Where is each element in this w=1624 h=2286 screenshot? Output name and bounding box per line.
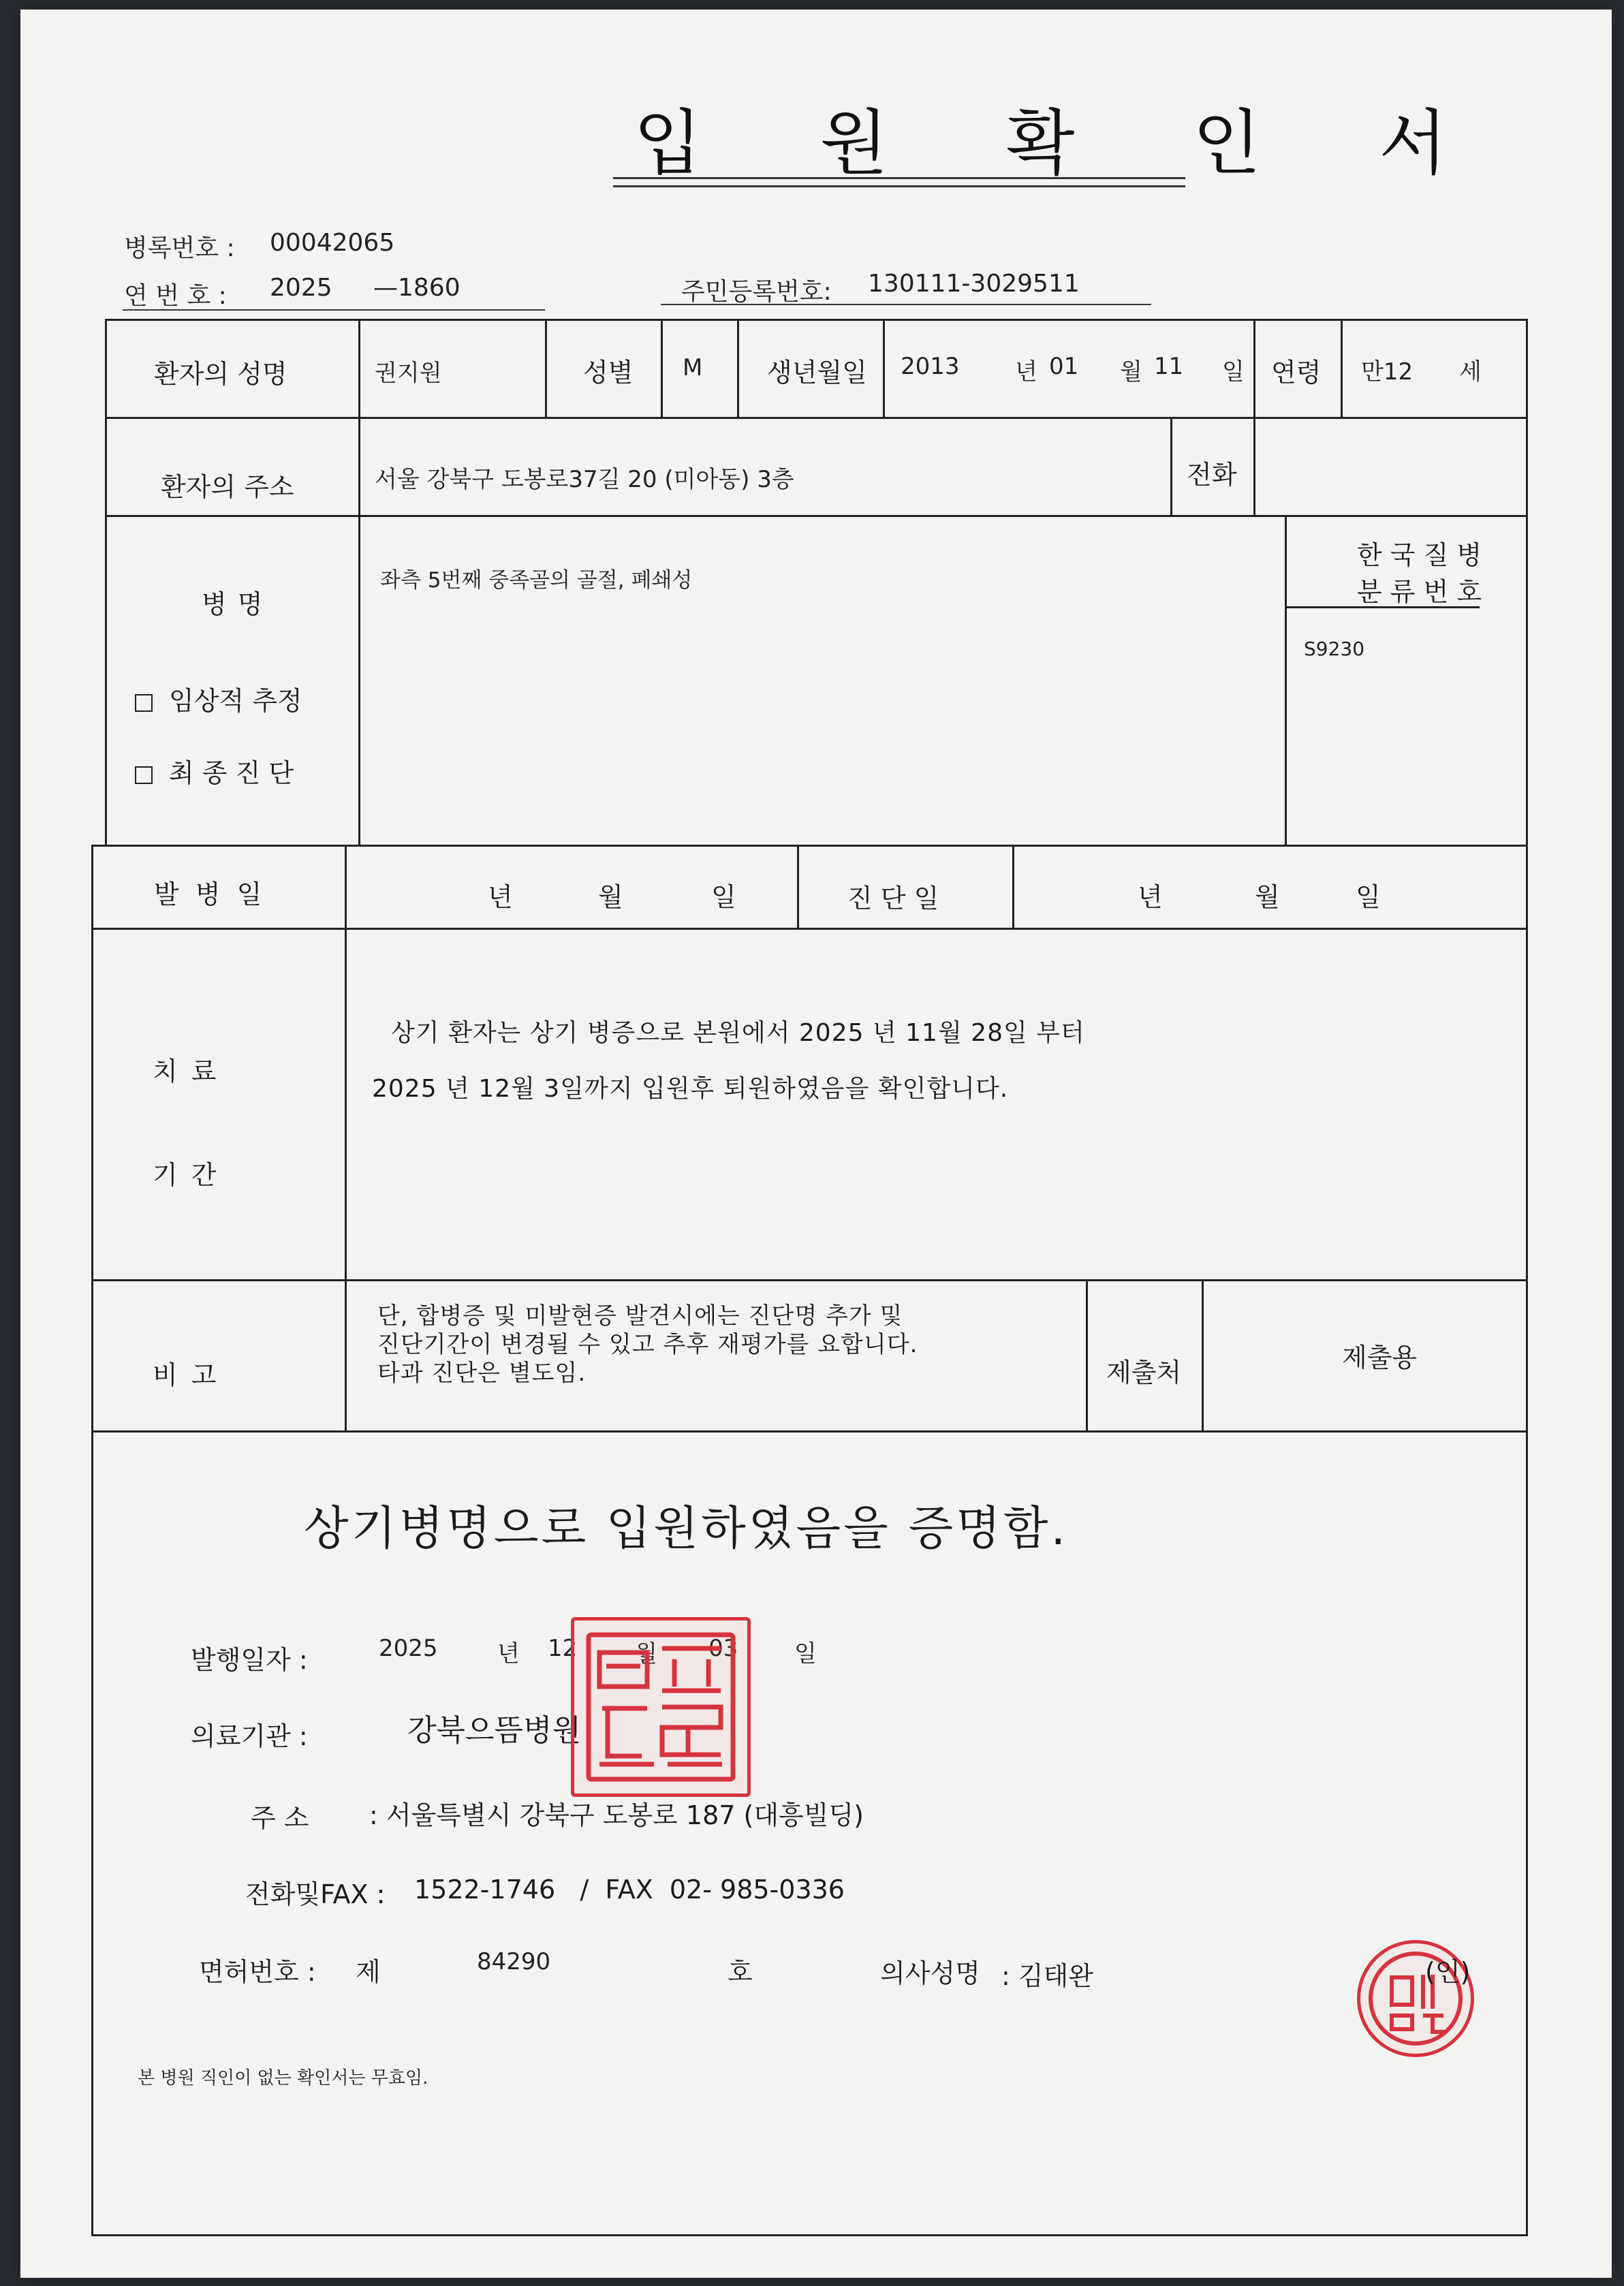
onset-month-unit: 월 — [598, 882, 623, 912]
sex-label: 성별 — [583, 358, 634, 388]
diagnosis-text: 좌측 5번째 중족골의 골절, 폐쇄성 — [380, 568, 693, 593]
onset-day-unit: 일 — [711, 882, 736, 912]
clinical-estimate-checkbox[interactable] — [135, 694, 153, 712]
phone-fax-label: 전화및FAX : — [245, 1879, 386, 1909]
serial-label: 연 번 호 : — [124, 282, 227, 310]
institution-name: 강북으뜸병원 — [407, 1713, 582, 1748]
col-line — [1253, 319, 1255, 417]
birth-year-unit: 년 — [1015, 358, 1037, 386]
issue-date-label: 발행일자 : — [191, 1645, 308, 1675]
license-label: 면허번호 : — [199, 1957, 316, 1987]
col-line — [883, 319, 885, 417]
diagnosis-label: 병 명 — [202, 589, 264, 619]
col-line — [1170, 417, 1172, 515]
issue-day-unit: 일 — [794, 1640, 817, 1667]
seal-mark-label: (인) — [1425, 1957, 1471, 1987]
col-line — [545, 319, 547, 417]
table-left-border-lower — [91, 845, 93, 2234]
birth-label: 생년월일 — [767, 358, 867, 388]
diag-month-unit: 월 — [1255, 882, 1280, 912]
birth-year: 2013 — [901, 353, 960, 380]
row-divider-5 — [91, 1279, 1526, 1281]
phone-fax-value: 1522-1746 / FAX 02- 985-0336 — [414, 1875, 845, 1905]
license-prefix: 제 — [356, 1957, 381, 1987]
patient-address: 서울 강북구 도봉로37길 20 (미아동) 3층 — [375, 466, 794, 493]
record-no-label: 병록번호 : — [124, 234, 235, 262]
institution-label: 의료기관 : — [191, 1721, 308, 1751]
birth-day: 11 — [1154, 353, 1184, 380]
birth-month-unit: 월 — [1120, 358, 1142, 386]
treatment-label-1: 치 료 — [153, 1056, 219, 1086]
remarks-line-3: 타과 진단은 별도임. — [377, 1360, 587, 1387]
col-line — [1341, 319, 1343, 417]
row-divider-1 — [105, 417, 1526, 419]
final-diagnosis-label: 최 종 진 단 — [169, 758, 294, 788]
license-number: 84290 — [477, 1948, 551, 1975]
issue-year-unit: 년 — [497, 1640, 520, 1667]
serial-year: 2025 — [270, 274, 332, 302]
final-diagnosis-checkbox[interactable] — [135, 766, 153, 784]
kcd-label-line1: 한 국 질 병 — [1357, 540, 1482, 570]
kcd-code: S9230 — [1304, 638, 1365, 660]
issue-day: 03 — [708, 1635, 738, 1662]
col-line — [1253, 417, 1255, 515]
kcd-label-line2: 분 류 번 호 — [1357, 577, 1482, 607]
col-line — [737, 319, 739, 417]
diagnosis-date-label: 진 단 일 — [847, 883, 939, 913]
rrn-value: 130111-3029511 — [868, 270, 1080, 298]
license-suffix: 호 — [728, 1957, 753, 1987]
table-top-border — [105, 319, 1526, 321]
diag-day-unit: 일 — [1356, 882, 1381, 912]
doctor-name-label: 의사성명 — [880, 1958, 980, 1988]
issue-year: 2025 — [379, 1635, 438, 1662]
rrn-label: 주민등록번호: — [681, 278, 832, 306]
col-line — [358, 515, 360, 845]
certification-statement: 상기병명으로 입원하였음을 증명함. — [304, 1502, 1069, 1556]
title-underline — [613, 177, 1185, 179]
clinical-estimate-option — [135, 680, 302, 717]
onset-label: 발 병 일 — [154, 879, 266, 909]
row-divider-3 — [91, 845, 1526, 847]
age-value: 만12 — [1361, 358, 1414, 386]
age-label: 연령 — [1271, 358, 1322, 388]
serial-underline — [123, 309, 545, 311]
onset-year-unit: 년 — [488, 882, 513, 912]
age-unit: 세 — [1459, 358, 1482, 386]
birth-month: 01 — [1049, 353, 1079, 380]
serial-number: —1860 — [373, 274, 460, 302]
col-line — [1012, 845, 1014, 928]
row-divider-6 — [91, 1430, 1526, 1432]
col-line — [797, 845, 799, 928]
col-line — [1285, 515, 1287, 845]
col-line — [345, 845, 347, 928]
submit-to-value: 제출용 — [1342, 1343, 1418, 1373]
phone-label: 전화 — [1187, 460, 1237, 490]
table-right-border — [1526, 319, 1528, 2234]
diag-year-unit: 년 — [1138, 882, 1163, 912]
remarks-line-2: 진단기간이 변경될 수 있고 추후 재평가를 요합니다. — [377, 1331, 918, 1358]
hospital-seal — [571, 1617, 751, 1797]
table-left-border-upper — [105, 319, 107, 845]
patient-name-label: 환자의 성명 — [154, 359, 287, 389]
row-divider-2 — [105, 515, 1526, 517]
doctor-name: : 김태완 — [1001, 1961, 1094, 1991]
treatment-line-2: 2025 년 12월 3일까지 입원후 퇴원하였음을 확인합니다. — [372, 1075, 1009, 1103]
title-underline-2 — [613, 185, 1185, 187]
certificate-paper — [20, 10, 1612, 2278]
final-diagnosis-option — [135, 752, 294, 789]
rrn-underline — [661, 304, 1151, 305]
col-line — [345, 928, 347, 1430]
patient-name: 권지원 — [375, 360, 442, 387]
footnote: 본 병원 직인이 없는 확인서는 무효임. — [138, 2068, 428, 2088]
col-line — [1086, 1279, 1088, 1430]
col-line — [661, 319, 663, 417]
clinical-estimate-label: 임상적 추정 — [169, 686, 302, 716]
treatment-label-2: 기 간 — [153, 1160, 219, 1190]
table-bottom-border — [91, 2234, 1528, 2236]
hospital-address: : 서울특별시 강북구 도봉로 187 (대흥빌딩) — [369, 1800, 864, 1830]
col-line — [358, 417, 360, 515]
sex-value: M — [683, 354, 703, 381]
document-title: 입 원 확 인 서 — [634, 101, 1495, 185]
col-line — [1202, 1279, 1204, 1430]
hospital-address-label: 주 소 — [251, 1803, 309, 1833]
address-label: 환자의 주소 — [161, 472, 294, 502]
col-line — [358, 319, 360, 417]
row-divider-4 — [91, 928, 1526, 930]
hospital-seal-mark — [579, 1625, 743, 1789]
remarks-line-1: 단, 합병증 및 미발현증 발견시에는 진단명 추가 및 — [377, 1302, 903, 1330]
birth-day-unit: 일 — [1222, 358, 1245, 386]
remarks-label: 비 고 — [153, 1360, 219, 1390]
issue-month: 12 — [548, 1635, 578, 1662]
issue-month-unit: 월 — [635, 1640, 657, 1667]
record-no-value: 00042065 — [270, 229, 395, 257]
treatment-line-1: 상기 환자는 상기 병증으로 본원에서 2025 년 11월 28일 부터 — [391, 1019, 1085, 1047]
submit-to-label: 제출처 — [1106, 1358, 1182, 1388]
